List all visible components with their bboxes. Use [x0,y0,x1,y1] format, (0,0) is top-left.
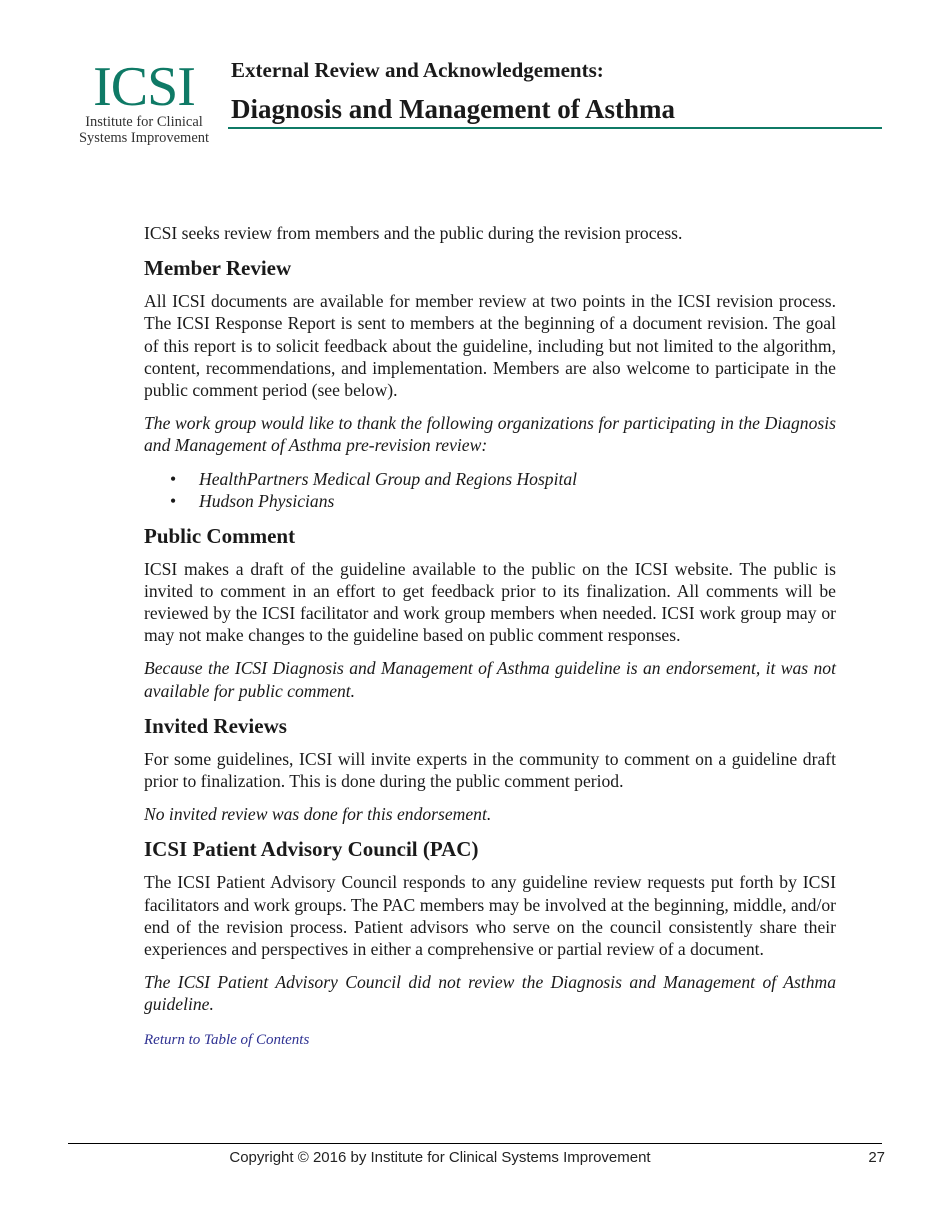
pac-heading: ICSI Patient Advisory Council (PAC) [144,837,479,862]
intro-paragraph: ICSI seeks review from members and the public during the revision process. [144,223,683,243]
pac-note: The ICSI Patient Advisory Council did not review the Diagnosis and Management of Asthma guideline. [144,972,836,1015]
member-review-body: All ICSI documents are available for member review at two points in the ICSI revision process. The ICSI Response Report is sent to members at the beginning of a document revision. The goal of this report is to solicit feedback about the guideline, including but not limited to the algorithm, content, recommendations, and implementation. Members are also welcome to participate in the public comment period (see below). [144,291,836,401]
invited-reviews-body: For some guidelines, ICSI will invite experts in the community to comment on a guideline draft prior to finalization. This is done during the public comment period. [144,748,836,792]
return-to-toc-link[interactable]: Return to Table of Contents [144,1031,310,1048]
page-title: Diagnosis and Management of Asthma [231,94,676,124]
section-kicker: External Review and Acknowledgements: [231,58,604,82]
logo-subtitle-line-1: Institute for Clinical [85,114,203,130]
logo-mark: ICSI [93,56,195,118]
pac-body: The ICSI Patient Advisory Council responds to any guideline review requests put forth by ICSI facilitators and work groups. The PAC members may be involved at the beginning, middle, and/or end of the revision process. Patient advisors who serve on the council consistently share their experiences and perspectives in either a comprehensive or partial review of a document. [144,872,836,960]
member-review-heading: Member Review [144,256,292,281]
organization-list [144,468,836,513]
header-divider [228,127,882,129]
bullet-icon: • [170,491,177,512]
footer-copyright: Copyright © 2016 by Institute for Clinical Systems Improvement [229,1149,651,1166]
public-comment-heading: Public Comment [144,523,296,548]
main-content [144,222,836,1051]
invited-reviews-note: No invited review was done for this endorsement. [144,804,492,825]
public-comment-body: ICSI makes a draft of the guideline available to the public on the ICSI website. The public is invited to comment in an effort to get feedback prior to its finalization. All comments will be reviewed by the ICSI facilitator and work group members when needed. ICSI work group may or may not make changes to the guideline based on public comment responses. [144,558,836,646]
logo-subtitle-line-2: Systems Improvement [78,130,210,146]
page-number: 27 [868,1149,885,1166]
invited-reviews-heading: Invited Reviews [144,713,287,738]
public-comment-note: Because the ICSI Diagnosis and Management of Asthma guideline is an endorsement, it was not available for public comment. [144,658,836,701]
icsi-logo [64,56,224,146]
list-item [144,490,836,513]
member-review-thanks: The work group would like to thank the following organizations for participating in the Diagnosis and Management of Asthma pre-revision review: [144,413,836,456]
list-item [144,468,836,491]
organization-name: Hudson Physicians [199,491,335,512]
organization-name: HealthPartners Medical Group and Regions Hospital [199,468,578,489]
footer-divider [68,1143,882,1144]
bullet-icon: • [170,468,177,489]
